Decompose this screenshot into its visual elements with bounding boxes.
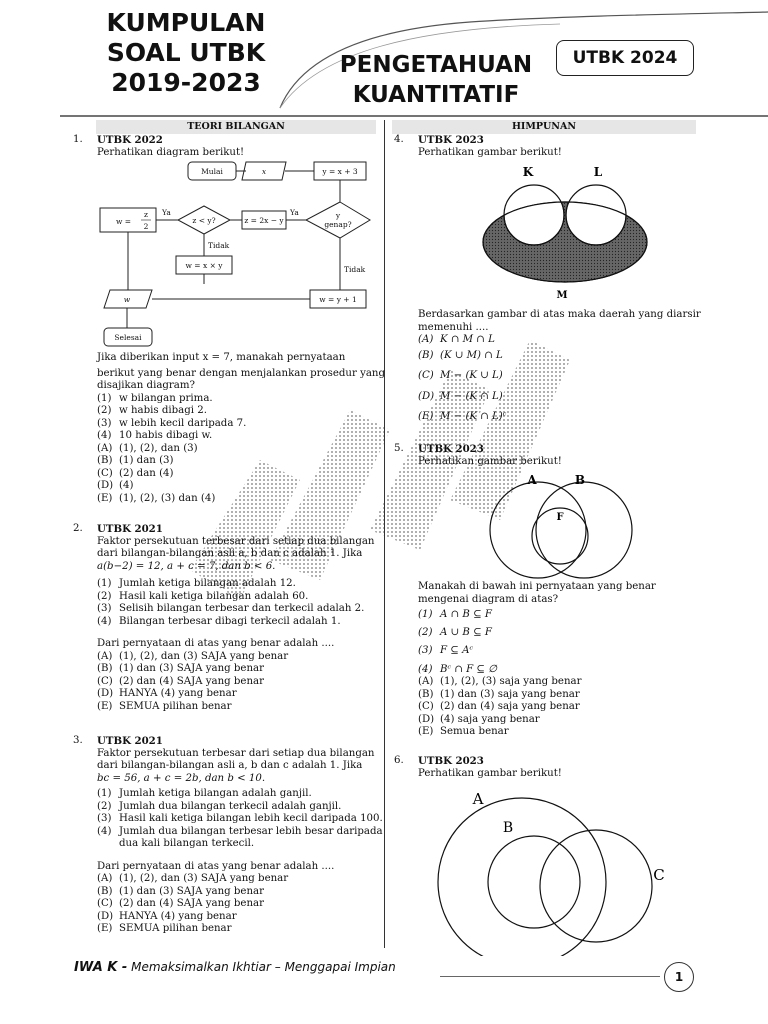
question-4: 4. UTBK 2023 Perhatikan gambar berikut!: [418, 134, 698, 159]
statement: (4) Bilangan terbesar dibagi terkecil adalah 1.: [97, 615, 341, 627]
svg-text:z = 2x − y: z = 2x − y: [244, 216, 284, 225]
svg-text:genap?: genap?: [324, 220, 352, 229]
year-badge: UTBK 2024: [556, 40, 694, 76]
answer-option: (A) K ∩ M ∩ L: [418, 334, 495, 345]
svg-text:Ya: Ya: [162, 208, 171, 217]
svg-text:w =: w =: [116, 217, 132, 226]
svg-text:Tidak: Tidak: [208, 241, 230, 250]
svg-text:M: M: [556, 290, 568, 301]
svg-text:x: x: [261, 167, 267, 176]
svg-text:B: B: [502, 820, 514, 836]
flowchart: [96, 156, 380, 350]
answer-option: (C) (2) dan (4): [97, 467, 174, 479]
svg-text:2: 2: [143, 222, 149, 231]
svg-text:w = x × y: w = x × y: [185, 261, 223, 270]
page-number: 1: [664, 962, 694, 992]
column-divider: [384, 120, 385, 948]
statement: (1) w bilangan prima.: [97, 392, 213, 404]
book-title: KUMPULAN SOAL UTBK 2019-2023: [106, 8, 266, 97]
venn-diagram-klm: [470, 160, 660, 306]
svg-text:w = y + 1: w = y + 1: [319, 295, 357, 304]
statement: (3) Hasil kali ketiga bilangan lebih kecil daripada 100.: [97, 813, 383, 824]
answer-option: (D) M − (K ∩ L): [418, 390, 503, 402]
answer-option: (A) (1), (2), dan (3) SAJA yang benar: [97, 650, 289, 662]
answer-option: (E) Semua benar: [418, 726, 509, 737]
svg-text:Ya: Ya: [290, 208, 299, 217]
answer-option: (B) (K ∪ M) ∩ L: [418, 349, 503, 361]
question-4-body: Berdasarkan gambar di atas maka daerah yang diarsir memenuhi .... (A) K ∩ M ∩ L (B) (K ∪ M) ∩ L (C) M − (K ∪ L) (D) M − (K ∩ L) (E) M − (K ∩ L)ᶜ: [418, 309, 701, 422]
answer-option: (D) HANYA (4) yang benar: [97, 688, 237, 699]
svg-text:F: F: [556, 512, 564, 523]
venn-diagram-abf: [480, 470, 650, 580]
statement: (2) Hasil kali ketiga bilangan adalah 60.: [97, 590, 309, 602]
question-2: 2. UTBK 2021 Faktor persekutuan terbesar dari setiap dua bilangan dari bilangan-bilangan asli a, b dan c adalah 1. Jika a(b−2) = 12, a + c = 7, dan b < 6. (1) Jumlah ketiga bilangan adalah 12. (2) Hasil kali ketiga bilangan adalah 60. (3) Selisih bilangan terbesar dan terkecil adalah 2. (4) Bilangan terbesar dibagi terkecil adalah 1. Dari pernyataan di atas yang benar adalah .... (A) (1), (2), dan (3) SAJA yang benar (B) (1) dan (3) SAJA yang benar (C) (2) dan (4) SAJA yang benar (D) HANYA (4) yang benar (E) SEMUA pilihan benar: [97, 523, 381, 713]
answer-option: (D) (4) saja yang benar: [418, 713, 540, 725]
svg-text:A: A: [527, 473, 537, 487]
answer-option: (E) (1), (2), (3) dan (4): [97, 492, 216, 504]
question-5-body: Manakah di bawah ini pernyataan yang benar mengenai diagram di atas? (1) A ∩ B ⊆ F (2) A ∪ B ⊆ F (3) F ⊆ Aᶜ (4) Bᶜ ∩ F ⊆ ∅ (A) (1), (2), (3) saja yang benar (B) (1) dan (3) saja yang benar (C) (2) dan (4) saja yang benar (D) (4) saja yang benar (E) Semua benar: [418, 581, 698, 739]
svg-text:w: w: [123, 295, 131, 304]
answer-option: (E) SEMUA pilihan benar: [97, 923, 232, 934]
answer-option: (E) M − (K ∩ L)ᶜ: [418, 411, 507, 422]
answer-option: (B) (1) dan (3): [97, 455, 174, 466]
svg-text:L: L: [593, 165, 603, 179]
statement: (2) Jumlah dua bilangan terkecil adalah ganjil.: [97, 800, 342, 812]
answer-option: (B) (1) dan (3) SAJA yang benar: [97, 885, 264, 897]
answer-option: (C) (2) dan (4) saja yang benar: [418, 701, 580, 712]
svg-text:Selesai: Selesai: [114, 333, 142, 342]
question-source: UTBK 2021: [97, 523, 163, 535]
question-3: 3. UTBK 2021 Faktor persekutuan terbesar dari setiap dua bilangan dari bilangan-bilangan asli a, b dan c adalah 1. Jika bc = 56, a + c = 2b, dan b < 10. (1) Jumlah ketiga bilangan adalah ganjil. (2) Jumlah dua bilangan terkecil adalah ganjil. (3) Hasil kali ketiga bilangan lebih kecil daripada 100. (4) Jumlah dua bilangan terbesar lebih besar daripada dua kali bilangan terkecil. Dari pernyataan di atas yang benar adalah .... (A) (1), (2), dan (3) SAJA yang benar (B) (1) dan (3) SAJA yang benar (C) (2) dan (4) SAJA yang benar (D) HANYA (4) yang benar (E) SEMUA pilihan benar: [73, 735, 383, 934]
section-title-right: HIMPUNAN: [392, 120, 696, 134]
answer-option: (E) SEMUA pilihan benar: [97, 700, 232, 712]
question-source: UTBK 2023: [418, 443, 484, 455]
statement: (4) Jumlah dua bilangan terbesar lebih besar daripada: [97, 825, 383, 837]
question-source: UTBK 2023: [418, 755, 484, 767]
statement: (1) Jumlah ketiga bilangan adalah 12.: [97, 578, 296, 589]
statement: (2) A ∪ B ⊆ F: [418, 626, 492, 638]
statement: (1) Jumlah ketiga bilangan adalah ganjil.: [97, 788, 312, 799]
footer-tagline: IWA K - Memaksimalkan Ikhtiar – Menggapai Impian: [74, 960, 396, 975]
answer-option: (B) (1) dan (3) SAJA yang benar: [97, 663, 264, 674]
question-source: UTBK 2021: [97, 735, 163, 747]
svg-text:z: z: [144, 210, 148, 219]
subject-title: PENGETAHUAN KUANTITATIF: [339, 52, 533, 108]
section-title-left: TEORI BILANGAN: [96, 120, 376, 134]
svg-text:z < y?: z < y?: [192, 216, 216, 225]
statement: (3) w lebih kecil daripada 7.: [97, 417, 247, 429]
statement: (4) Bᶜ ∩ F ⊆ ∅: [418, 663, 498, 675]
footer-brand: IWA K -: [74, 960, 128, 975]
question-intro: Perhatikan diagram berikut!: [97, 146, 245, 158]
statement: (4) 10 habis dibagi w.: [97, 430, 213, 441]
question-6: 6. UTBK 2023 Perhatikan gambar berikut!: [418, 755, 698, 780]
statement: (1) A ∩ B ⊆ F: [418, 609, 492, 620]
answer-option: (C) M − (K ∪ L): [418, 370, 503, 381]
question-1-body: Jika diberikan input x = 7, manakah pernyataan berikut yang benar dengan menjalankan prosedur yang disajikan diagram? (1) w bilangan prima. (2) w habis dibagi 2. (3) w lebih kecil daripada 7. (4) 10 habis dibagi w. (A) (1), (2), dan (3) (B) (1) dan (3) (C) (2) dan (4) (D) (4) (E) (1), (2), (3) dan (4): [97, 352, 386, 504]
answer-option: (A) (1), (2), dan (3): [97, 442, 198, 454]
question-5: 5. UTBK 2023 Perhatikan gambar berikut!: [418, 443, 698, 468]
svg-text:Tidak: Tidak: [344, 265, 366, 274]
svg-text:y: y: [335, 211, 341, 220]
venn-diagram-abc: [430, 786, 690, 956]
answer-option: (B) (1) dan (3) saja yang benar: [418, 688, 580, 700]
answer-option: (C) (2) dan (4) SAJA yang benar: [97, 675, 264, 687]
answer-option: (D) HANYA (4) yang benar: [97, 910, 237, 922]
answer-option: (C) (2) dan (4) SAJA yang benar: [97, 898, 264, 909]
svg-text:K: K: [522, 165, 534, 179]
statement: (2) w habis dibagi 2.: [97, 405, 207, 416]
statement: dua kali bilangan terkecil.: [119, 838, 255, 849]
svg-text:Mulai: Mulai: [201, 167, 223, 176]
answer-option: (A) (1), (2), (3) saja yang benar: [418, 676, 582, 687]
question-source: UTBK 2022: [97, 134, 163, 146]
svg-text:A: A: [472, 790, 484, 808]
svg-text:y = x + 3: y = x + 3: [322, 167, 358, 176]
statement: (3) F ⊆ Aᶜ: [418, 645, 474, 656]
statement: (3) Selisih bilangan terbesar dan terkecil adalah 2.: [97, 603, 365, 614]
answer-option: (A) (1), (2), dan (3) SAJA yang benar: [97, 873, 289, 884]
question-source: UTBK 2023: [418, 134, 484, 146]
question-number: 1.: [73, 134, 83, 145]
footer-rule: [440, 976, 660, 977]
svg-text:B: B: [574, 473, 586, 487]
svg-text:C: C: [653, 866, 665, 884]
answer-option: (D) (4): [97, 480, 134, 491]
